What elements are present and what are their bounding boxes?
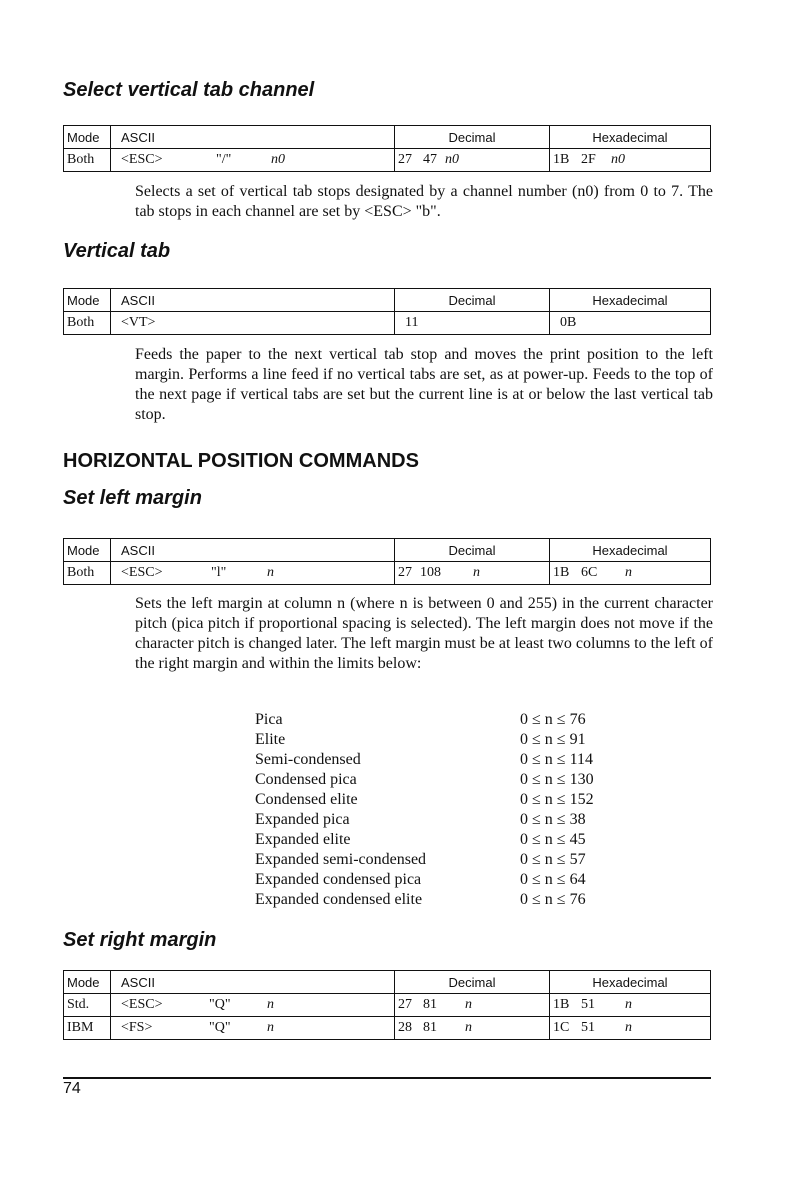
column-range: 0 ≤ n ≤ 91 [520,731,586,748]
list-item [255,750,594,770]
ascii-char: "Q" [209,997,231,1012]
hex-value: 1B [553,152,570,167]
header-decimal: Decimal [395,289,550,312]
page-number: 74 [63,1080,81,1097]
command-table-vertical-tab-channel [63,125,711,172]
decimal-value: 27 [398,565,412,580]
section-title-vertical-tab: Vertical tab [63,240,171,262]
table-row [64,1017,711,1040]
command-table-left-margin [63,538,711,585]
column-range: 0 ≤ n ≤ 130 [520,771,594,788]
cell-hexadecimal [550,562,711,585]
ascii-param: n [267,565,274,580]
ascii-code: <FS> [121,1020,153,1035]
header-mode: Mode [64,289,111,312]
header-ascii: ASCII [111,289,395,312]
header-mode: Mode [64,971,111,994]
pitch-name: Expanded condensed pica [255,871,422,888]
ascii-char: "l" [211,565,227,580]
pitch-name: Expanded semi-condensed [255,851,427,868]
table-row [64,994,711,1017]
left-margin-limits-list [255,710,594,910]
command-table-right-margin [63,970,711,1040]
section-title-vertical-tab-channel: Select vertical tab channel [63,79,315,101]
chapter-heading: HORIZONTAL POSITION COMMANDS [63,450,419,472]
decimal-value: 11 [405,315,419,330]
cell-ascii [111,994,395,1017]
section-title-left-margin: Set left margin [63,487,202,509]
column-range: 0 ≤ n ≤ 76 [520,891,586,908]
hex-param: n [625,565,632,580]
pitch-name: Condensed elite [255,791,358,808]
column-range: 0 ≤ n ≤ 64 [520,871,586,888]
list-item [255,810,594,830]
pitch-name: Elite [255,731,286,748]
cell-ascii [111,562,395,585]
cell-hexadecimal [550,1017,711,1040]
cell-hexadecimal [550,312,711,335]
list-item [255,830,594,850]
ascii-char: "Q" [209,1020,231,1035]
column-range: 0 ≤ n ≤ 152 [520,791,594,808]
header-decimal: Decimal [395,126,550,149]
column-range: 0 ≤ n ≤ 57 [520,851,586,868]
ascii-param: n [267,997,274,1012]
decimal-param: n [465,1020,472,1035]
decimal-value: 108 [420,565,441,580]
table-row [64,312,711,335]
description-left-margin: Sets the left margin at column n (where n is between 0 and 255) in the current character pitch (pica pitch if proportional spacing is selected). The left margin does not move if the character pitch is changed later. The left margin must be at least two columns to the left of the right margin and within the limits below: [135,595,713,672]
decimal-value: 27 [398,997,412,1012]
pitch-name: Semi-condensed [255,751,361,768]
cell-hexadecimal [550,994,711,1017]
ascii-code: <ESC> [121,565,163,580]
pitch-name: Pica [255,711,283,728]
hex-param: n [625,997,632,1012]
cell-decimal [395,562,550,585]
hex-value: 1B [553,565,570,580]
decimal-value: 47 [423,152,437,167]
cell-decimal [395,149,550,172]
ascii-param: n [267,1020,274,1035]
cell-ascii [111,149,395,172]
cell-mode: IBM [64,1017,111,1040]
decimal-value: 28 [398,1020,412,1035]
table-header-row [64,539,711,562]
pitch-name: Condensed pica [255,771,357,788]
cell-decimal [395,994,550,1017]
pitch-name: Expanded condensed elite [255,891,423,908]
cell-ascii [111,1017,395,1040]
cell-mode: Both [64,562,111,585]
list-item [255,870,594,890]
decimal-value: 81 [423,1020,437,1035]
hex-value: 1C [553,1020,570,1035]
description-vertical-tab: Feeds the paper to the next vertical tab stop and moves the print position to the left margin. Performs a line feed if no vertical tabs are set, as at power-up. Feeds to the top of the next page if vertical tabs are set but the current line is at or below the last vertical tab stop. [135,346,713,423]
hex-value: 1B [553,997,570,1012]
column-range: 0 ≤ n ≤ 76 [520,711,586,728]
table-row [64,149,711,172]
header-ascii: ASCII [111,539,395,562]
hex-param: n0 [611,152,625,167]
table-header-row [64,289,711,312]
list-item [255,710,594,730]
hex-value: 6C [581,565,598,580]
cell-decimal [395,1017,550,1040]
hex-value: 2F [581,152,596,167]
table-header-row [64,126,711,149]
cell-mode: Std. [64,994,111,1017]
list-item [255,770,594,790]
header-decimal: Decimal [395,539,550,562]
cell-decimal [395,312,550,335]
header-mode: Mode [64,126,111,149]
command-table-vertical-tab [63,288,711,335]
ascii-char: "/" [216,152,232,167]
cell-ascii [111,312,395,335]
decimal-param: n [465,997,472,1012]
header-ascii: ASCII [111,126,395,149]
hex-value: 0B [560,315,577,330]
column-range: 0 ≤ n ≤ 45 [520,831,586,848]
list-item [255,790,594,810]
decimal-param: n [473,565,480,580]
hex-param: n [625,1020,632,1035]
list-item [255,850,594,870]
list-item [255,730,594,750]
section-title-right-margin: Set right margin [63,929,217,951]
cell-hexadecimal [550,149,711,172]
description-vertical-tab-channel: Selects a set of vertical tab stops designated by a channel number (n0) from 0 to 7. The tab stops in each channel are set by <ESC> "b". [135,183,713,220]
header-ascii: ASCII [111,971,395,994]
header-hexadecimal: Hexadecimal [550,289,711,312]
decimal-param: n0 [445,152,459,167]
column-range: 0 ≤ n ≤ 38 [520,811,586,828]
cell-mode: Both [64,312,111,335]
hex-value: 51 [581,997,595,1012]
footer-divider [63,1077,711,1079]
table-header-row [64,971,711,994]
hex-value: 51 [581,1020,595,1035]
column-range: 0 ≤ n ≤ 114 [520,751,593,768]
ascii-param: n0 [271,152,285,167]
header-decimal: Decimal [395,971,550,994]
ascii-code: <ESC> [121,152,163,167]
header-hexadecimal: Hexadecimal [550,971,711,994]
pitch-name: Expanded elite [255,831,351,848]
list-item [255,890,594,910]
pitch-name: Expanded pica [255,811,350,828]
cell-mode: Both [64,149,111,172]
decimal-value: 81 [423,997,437,1012]
table-row [64,562,711,585]
ascii-code: <ESC> [121,997,163,1012]
header-hexadecimal: Hexadecimal [550,126,711,149]
header-mode: Mode [64,539,111,562]
ascii-code: <VT> [121,315,156,330]
header-hexadecimal: Hexadecimal [550,539,711,562]
decimal-value: 27 [398,152,412,167]
